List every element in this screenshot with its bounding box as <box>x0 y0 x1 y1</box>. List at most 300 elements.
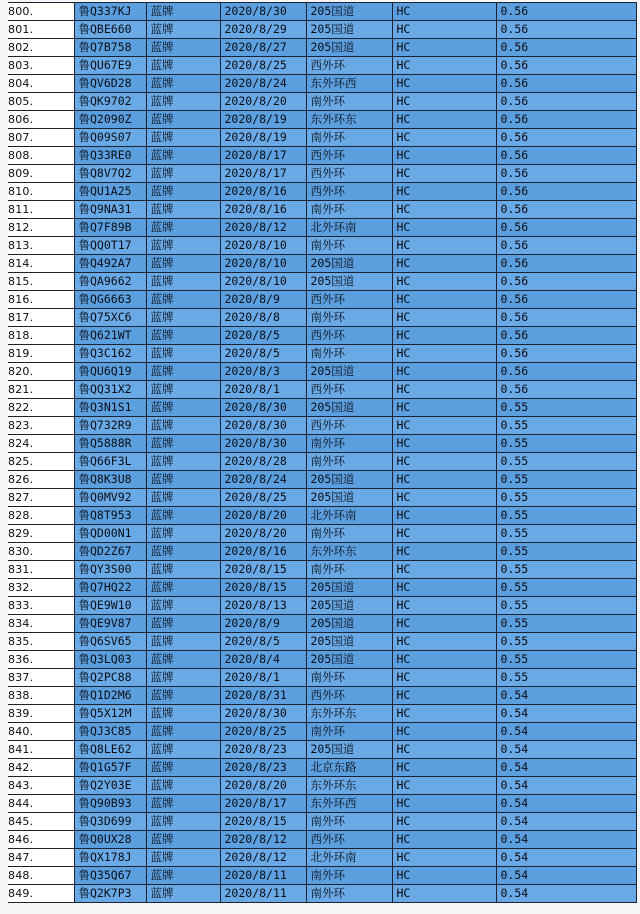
row-index-cell: 848. <box>8 867 74 885</box>
plate-number-cell: 鲁Q8V7Q2 <box>74 165 146 183</box>
plate-number-cell: 鲁Q35Q67 <box>74 867 146 885</box>
row-index-cell: 828. <box>8 507 74 525</box>
record-date-cell: 2020/8/9 <box>220 291 306 309</box>
pollutant-cell: HC <box>392 327 496 345</box>
plate-number-cell: 鲁Q1D2M6 <box>74 687 146 705</box>
record-date-cell: 2020/8/29 <box>220 21 306 39</box>
record-date-cell: 2020/8/24 <box>220 471 306 489</box>
record-date-cell: 2020/8/12 <box>220 219 306 237</box>
plate-number-cell: 鲁Q5X12M <box>74 705 146 723</box>
pollutant-cell: HC <box>392 201 496 219</box>
value-cell: 0.54 <box>496 759 636 777</box>
pollutant-cell: HC <box>392 39 496 57</box>
location-cell: 南外环 <box>306 885 392 903</box>
row-index-cell: 818. <box>8 327 74 345</box>
plate-number-cell: 鲁Q3LQ03 <box>74 651 146 669</box>
record-date-cell: 2020/8/17 <box>220 795 306 813</box>
plate-number-cell: 鲁QBE660 <box>74 21 146 39</box>
plate-number-cell: 鲁Q75XC6 <box>74 309 146 327</box>
plate-type-cell: 蓝牌 <box>146 147 220 165</box>
table-row <box>8 867 636 885</box>
value-cell: 0.54 <box>496 813 636 831</box>
value-cell: 0.56 <box>496 201 636 219</box>
pollutant-cell: HC <box>392 669 496 687</box>
table-row <box>8 759 636 777</box>
table-row <box>8 201 636 219</box>
location-cell: 205国道 <box>306 597 392 615</box>
plate-number-cell: 鲁Q8K3U8 <box>74 471 146 489</box>
table-row <box>8 471 636 489</box>
plate-number-cell: 鲁QX178J <box>74 849 146 867</box>
plate-number-cell: 鲁Q3D699 <box>74 813 146 831</box>
pollutant-cell: HC <box>392 435 496 453</box>
plate-type-cell: 蓝牌 <box>146 21 220 39</box>
plate-number-cell: 鲁Q7F89B <box>74 219 146 237</box>
pollutant-cell: HC <box>392 741 496 759</box>
plate-type-cell: 蓝牌 <box>146 723 220 741</box>
plate-type-cell: 蓝牌 <box>146 273 220 291</box>
plate-type-cell: 蓝牌 <box>146 129 220 147</box>
row-index-cell: 842. <box>8 759 74 777</box>
plate-type-cell: 蓝牌 <box>146 615 220 633</box>
row-index-cell: 815. <box>8 273 74 291</box>
plate-number-cell: 鲁QG6663 <box>74 291 146 309</box>
pollutant-cell: HC <box>392 111 496 129</box>
pollutant-cell: HC <box>392 579 496 597</box>
location-cell: 南外环 <box>306 525 392 543</box>
pollutant-cell: HC <box>392 651 496 669</box>
row-index-cell: 810. <box>8 183 74 201</box>
location-cell: 北京东路 <box>306 759 392 777</box>
table-row <box>8 795 636 813</box>
row-index-cell: 833. <box>8 597 74 615</box>
record-date-cell: 2020/8/31 <box>220 687 306 705</box>
row-index-cell: 803. <box>8 57 74 75</box>
table-row <box>8 579 636 597</box>
row-index-cell: 827. <box>8 489 74 507</box>
value-cell: 0.56 <box>496 3 636 21</box>
value-cell: 0.54 <box>496 723 636 741</box>
table-row <box>8 219 636 237</box>
record-date-cell: 2020/8/16 <box>220 543 306 561</box>
record-date-cell: 2020/8/12 <box>220 849 306 867</box>
value-cell: 0.56 <box>496 291 636 309</box>
plate-type-cell: 蓝牌 <box>146 291 220 309</box>
value-cell: 0.55 <box>496 435 636 453</box>
value-cell: 0.54 <box>496 741 636 759</box>
location-cell: 北外环南 <box>306 507 392 525</box>
table-row <box>8 75 636 93</box>
table-row <box>8 57 636 75</box>
row-index-cell: 830. <box>8 543 74 561</box>
value-cell: 0.54 <box>496 867 636 885</box>
plate-number-cell: 鲁Q732R9 <box>74 417 146 435</box>
value-cell: 0.56 <box>496 39 636 57</box>
location-cell: 南外环 <box>306 309 392 327</box>
value-cell: 0.56 <box>496 21 636 39</box>
value-cell: 0.54 <box>496 687 636 705</box>
value-cell: 0.55 <box>496 399 636 417</box>
plate-type-cell: 蓝牌 <box>146 687 220 705</box>
row-index-cell: 801. <box>8 21 74 39</box>
plate-type-cell: 蓝牌 <box>146 3 220 21</box>
plate-number-cell: 鲁QJ3C85 <box>74 723 146 741</box>
record-date-cell: 2020/8/9 <box>220 615 306 633</box>
plate-type-cell: 蓝牌 <box>146 417 220 435</box>
value-cell: 0.54 <box>496 705 636 723</box>
plate-number-cell: 鲁Q3N1S1 <box>74 399 146 417</box>
table-row <box>8 21 636 39</box>
value-cell: 0.56 <box>496 273 636 291</box>
table-row <box>8 381 636 399</box>
row-index-cell: 844. <box>8 795 74 813</box>
record-date-cell: 2020/8/27 <box>220 39 306 57</box>
pollutant-cell: HC <box>392 525 496 543</box>
plate-type-cell: 蓝牌 <box>146 777 220 795</box>
value-cell: 0.55 <box>496 579 636 597</box>
plate-number-cell: 鲁Q0MV92 <box>74 489 146 507</box>
pollutant-cell: HC <box>392 219 496 237</box>
location-cell: 北外环南 <box>306 849 392 867</box>
plate-type-cell: 蓝牌 <box>146 39 220 57</box>
location-cell: 东外环东 <box>306 543 392 561</box>
value-cell: 0.55 <box>496 561 636 579</box>
plate-number-cell: 鲁QU67E9 <box>74 57 146 75</box>
pollutant-cell: HC <box>392 885 496 903</box>
table-row <box>8 39 636 57</box>
table-row <box>8 705 636 723</box>
plate-type-cell: 蓝牌 <box>146 651 220 669</box>
location-cell: 南外环 <box>306 813 392 831</box>
location-cell: 205国道 <box>306 255 392 273</box>
location-cell: 南外环 <box>306 201 392 219</box>
location-cell: 南外环 <box>306 453 392 471</box>
table-row <box>8 813 636 831</box>
pollutant-cell: HC <box>392 471 496 489</box>
pollutant-cell: HC <box>392 417 496 435</box>
row-index-cell: 819. <box>8 345 74 363</box>
plate-type-cell: 蓝牌 <box>146 813 220 831</box>
plate-type-cell: 蓝牌 <box>146 183 220 201</box>
record-date-cell: 2020/8/25 <box>220 57 306 75</box>
plate-type-cell: 蓝牌 <box>146 795 220 813</box>
record-date-cell: 2020/8/15 <box>220 579 306 597</box>
table-row <box>8 165 636 183</box>
plate-type-cell: 蓝牌 <box>146 111 220 129</box>
location-cell: 东外环西 <box>306 795 392 813</box>
row-index-cell: 838. <box>8 687 74 705</box>
plate-number-cell: 鲁QU6Q19 <box>74 363 146 381</box>
value-cell: 0.54 <box>496 777 636 795</box>
record-date-cell: 2020/8/20 <box>220 525 306 543</box>
row-index-cell: 843. <box>8 777 74 795</box>
record-date-cell: 2020/8/20 <box>220 777 306 795</box>
pollutant-cell: HC <box>392 129 496 147</box>
record-date-cell: 2020/8/8 <box>220 309 306 327</box>
plate-type-cell: 蓝牌 <box>146 741 220 759</box>
plate-type-cell: 蓝牌 <box>146 849 220 867</box>
table-row <box>8 147 636 165</box>
pollutant-cell: HC <box>392 291 496 309</box>
table-row <box>8 885 636 903</box>
value-cell: 0.55 <box>496 417 636 435</box>
row-index-cell: 824. <box>8 435 74 453</box>
location-cell: 西外环 <box>306 831 392 849</box>
value-cell: 0.56 <box>496 165 636 183</box>
plate-type-cell: 蓝牌 <box>146 453 220 471</box>
location-cell: 西外环 <box>306 165 392 183</box>
location-cell: 南外环 <box>306 867 392 885</box>
plate-type-cell: 蓝牌 <box>146 831 220 849</box>
value-cell: 0.56 <box>496 147 636 165</box>
row-index-cell: 847. <box>8 849 74 867</box>
record-date-cell: 2020/8/10 <box>220 237 306 255</box>
table-body <box>8 3 636 903</box>
row-index-cell: 832. <box>8 579 74 597</box>
plate-type-cell: 蓝牌 <box>146 219 220 237</box>
pollutant-cell: HC <box>392 561 496 579</box>
record-date-cell: 2020/8/1 <box>220 669 306 687</box>
pollutant-cell: HC <box>392 147 496 165</box>
record-date-cell: 2020/8/23 <box>220 741 306 759</box>
value-cell: 0.54 <box>496 795 636 813</box>
table-row <box>8 399 636 417</box>
plate-number-cell: 鲁Q66F3L <box>74 453 146 471</box>
plate-type-cell: 蓝牌 <box>146 705 220 723</box>
value-cell: 0.54 <box>496 831 636 849</box>
plate-number-cell: 鲁Q6SV65 <box>74 633 146 651</box>
record-date-cell: 2020/8/19 <box>220 129 306 147</box>
table-row <box>8 237 636 255</box>
location-cell: 205国道 <box>306 363 392 381</box>
table-row <box>8 723 636 741</box>
pollutant-cell: HC <box>392 867 496 885</box>
pollutant-cell: HC <box>392 75 496 93</box>
record-date-cell: 2020/8/10 <box>220 255 306 273</box>
pollutant-cell: HC <box>392 777 496 795</box>
plate-number-cell: 鲁Q492A7 <box>74 255 146 273</box>
table-row <box>8 453 636 471</box>
location-cell: 东外环东 <box>306 705 392 723</box>
value-cell: 0.55 <box>496 615 636 633</box>
plate-number-cell: 鲁QQ31X2 <box>74 381 146 399</box>
plate-type-cell: 蓝牌 <box>146 327 220 345</box>
plate-number-cell: 鲁Q33RE0 <box>74 147 146 165</box>
plate-type-cell: 蓝牌 <box>146 381 220 399</box>
plate-number-cell: 鲁Q8T953 <box>74 507 146 525</box>
plate-number-cell: 鲁QE9V87 <box>74 615 146 633</box>
plate-number-cell: 鲁Q621WT <box>74 327 146 345</box>
record-date-cell: 2020/8/20 <box>220 93 306 111</box>
row-index-cell: 807. <box>8 129 74 147</box>
table-row <box>8 651 636 669</box>
plate-number-cell: 鲁QU1A25 <box>74 183 146 201</box>
record-date-cell: 2020/8/13 <box>220 597 306 615</box>
plate-number-cell: 鲁Q9NA31 <box>74 201 146 219</box>
record-date-cell: 2020/8/11 <box>220 885 306 903</box>
table-row <box>8 597 636 615</box>
location-cell: 南外环 <box>306 345 392 363</box>
location-cell: 南外环 <box>306 723 392 741</box>
row-index-cell: 821. <box>8 381 74 399</box>
location-cell: 西外环 <box>306 147 392 165</box>
plate-type-cell: 蓝牌 <box>146 885 220 903</box>
location-cell: 205国道 <box>306 3 392 21</box>
record-date-cell: 2020/8/3 <box>220 363 306 381</box>
location-cell: 北外环南 <box>306 219 392 237</box>
plate-number-cell: 鲁QA9662 <box>74 273 146 291</box>
table-row <box>8 435 636 453</box>
location-cell: 南外环 <box>306 129 392 147</box>
row-index-cell: 837. <box>8 669 74 687</box>
value-cell: 0.56 <box>496 57 636 75</box>
value-cell: 0.56 <box>496 93 636 111</box>
record-date-cell: 2020/8/19 <box>220 111 306 129</box>
location-cell: 西外环 <box>306 381 392 399</box>
value-cell: 0.55 <box>496 633 636 651</box>
pollutant-cell: HC <box>392 165 496 183</box>
pollutant-cell: HC <box>392 273 496 291</box>
location-cell: 南外环 <box>306 237 392 255</box>
record-date-cell: 2020/8/16 <box>220 183 306 201</box>
location-cell: 西外环 <box>306 57 392 75</box>
pollutant-cell: HC <box>392 597 496 615</box>
value-cell: 0.56 <box>496 327 636 345</box>
location-cell: 西外环 <box>306 687 392 705</box>
location-cell: 南外环 <box>306 435 392 453</box>
plate-number-cell: 鲁Q1G57F <box>74 759 146 777</box>
row-index-cell: 814. <box>8 255 74 273</box>
value-cell: 0.55 <box>496 597 636 615</box>
plate-number-cell: 鲁QV6D28 <box>74 75 146 93</box>
row-index-cell: 816. <box>8 291 74 309</box>
record-date-cell: 2020/8/17 <box>220 147 306 165</box>
location-cell: 南外环 <box>306 93 392 111</box>
location-cell: 205国道 <box>306 741 392 759</box>
table-row <box>8 111 636 129</box>
plate-type-cell: 蓝牌 <box>146 525 220 543</box>
table-row <box>8 615 636 633</box>
table-row <box>8 327 636 345</box>
plate-type-cell: 蓝牌 <box>146 471 220 489</box>
row-index-cell: 808. <box>8 147 74 165</box>
plate-type-cell: 蓝牌 <box>146 543 220 561</box>
pollutant-cell: HC <box>392 633 496 651</box>
plate-number-cell: 鲁Q2K7P3 <box>74 885 146 903</box>
pollutant-cell: HC <box>392 183 496 201</box>
row-index-cell: 823. <box>8 417 74 435</box>
plate-number-cell: 鲁QK9702 <box>74 93 146 111</box>
table-row <box>8 561 636 579</box>
plate-number-cell: 鲁Q7HQ22 <box>74 579 146 597</box>
plate-type-cell: 蓝牌 <box>146 579 220 597</box>
row-index-cell: 813. <box>8 237 74 255</box>
table-row <box>8 741 636 759</box>
plate-number-cell: 鲁Q09S07 <box>74 129 146 147</box>
pollutant-cell: HC <box>392 813 496 831</box>
plate-type-cell: 蓝牌 <box>146 759 220 777</box>
location-cell: 205国道 <box>306 471 392 489</box>
value-cell: 0.55 <box>496 525 636 543</box>
location-cell: 东外环东 <box>306 777 392 795</box>
plate-number-cell: 鲁QD00N1 <box>74 525 146 543</box>
record-date-cell: 2020/8/5 <box>220 327 306 345</box>
row-index-cell: 822. <box>8 399 74 417</box>
table-row <box>8 777 636 795</box>
location-cell: 205国道 <box>306 633 392 651</box>
row-index-cell: 846. <box>8 831 74 849</box>
value-cell: 0.55 <box>496 471 636 489</box>
pollutant-cell: HC <box>392 21 496 39</box>
value-cell: 0.56 <box>496 237 636 255</box>
record-date-cell: 2020/8/23 <box>220 759 306 777</box>
table-row <box>8 255 636 273</box>
table-row <box>8 849 636 867</box>
table-row <box>8 489 636 507</box>
table-row <box>8 669 636 687</box>
pollutant-cell: HC <box>392 615 496 633</box>
value-cell: 0.56 <box>496 363 636 381</box>
pollutant-cell: HC <box>392 687 496 705</box>
record-date-cell: 2020/8/5 <box>220 633 306 651</box>
plate-number-cell: 鲁Q7B758 <box>74 39 146 57</box>
row-index-cell: 804. <box>8 75 74 93</box>
plate-number-cell: 鲁Q0UX28 <box>74 831 146 849</box>
record-date-cell: 2020/8/11 <box>220 867 306 885</box>
location-cell: 205国道 <box>306 489 392 507</box>
plate-number-cell: 鲁Q90B93 <box>74 795 146 813</box>
plate-type-cell: 蓝牌 <box>146 363 220 381</box>
table-row <box>8 129 636 147</box>
value-cell: 0.56 <box>496 183 636 201</box>
value-cell: 0.56 <box>496 111 636 129</box>
pollutant-cell: HC <box>392 831 496 849</box>
row-index-cell: 811. <box>8 201 74 219</box>
location-cell: 西外环 <box>306 327 392 345</box>
pollutant-cell: HC <box>392 3 496 21</box>
record-date-cell: 2020/8/15 <box>220 813 306 831</box>
row-index-cell: 831. <box>8 561 74 579</box>
row-index-cell: 806. <box>8 111 74 129</box>
table-row <box>8 345 636 363</box>
table-row <box>8 543 636 561</box>
record-date-cell: 2020/8/30 <box>220 399 306 417</box>
record-date-cell: 2020/8/16 <box>220 201 306 219</box>
location-cell: 205国道 <box>306 399 392 417</box>
pollutant-cell: HC <box>392 363 496 381</box>
value-cell: 0.55 <box>496 651 636 669</box>
table-row <box>8 525 636 543</box>
table-row <box>8 273 636 291</box>
plate-number-cell: 鲁Q337KJ <box>74 3 146 21</box>
table-row <box>8 309 636 327</box>
plate-type-cell: 蓝牌 <box>146 435 220 453</box>
plate-type-cell: 蓝牌 <box>146 255 220 273</box>
location-cell: 205国道 <box>306 39 392 57</box>
record-date-cell: 2020/8/25 <box>220 489 306 507</box>
table-row <box>8 507 636 525</box>
value-cell: 0.56 <box>496 75 636 93</box>
location-cell: 205国道 <box>306 579 392 597</box>
row-index-cell: 845. <box>8 813 74 831</box>
pollutant-cell: HC <box>392 723 496 741</box>
plate-number-cell: 鲁Q2Y03E <box>74 777 146 795</box>
plate-number-cell: 鲁QE9W10 <box>74 597 146 615</box>
pollutant-cell: HC <box>392 849 496 867</box>
table-row <box>8 633 636 651</box>
row-index-cell: 825. <box>8 453 74 471</box>
pollutant-cell: HC <box>392 399 496 417</box>
